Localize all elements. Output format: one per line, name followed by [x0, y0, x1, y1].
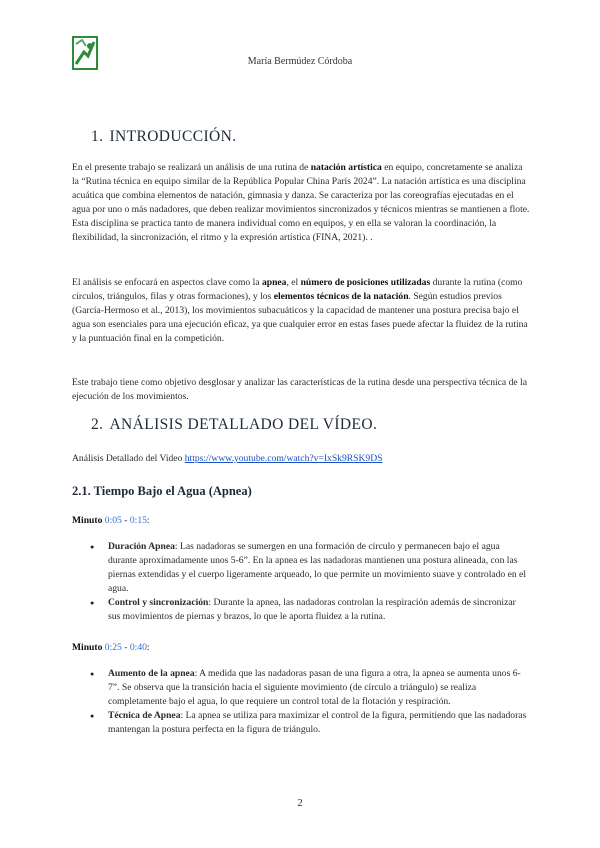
section-number: 1. — [91, 128, 104, 145]
intro-paragraph-2 — [72, 276, 530, 346]
body-text: : Durante la apnea, las nadadoras controlan la respiración además de sincronizar sus movimientos de piernas y brazos, lo que le aporta fluidez a la rutina. — [108, 597, 516, 623]
bold-text: número de posiciones utilizadas — [300, 277, 431, 288]
subsection-heading-apnea: 2.1. Tiempo Bajo el Agua (Apnea) — [72, 484, 252, 498]
section-number: 2. — [91, 416, 104, 433]
bold-text: apnea — [261, 277, 287, 288]
body-text: El análisis se enfocará en aspectos clave como la — [72, 277, 262, 288]
body-text: : A medida que las nadadoras pasan de una figura a otra, la apnea se aumenta unos 6-7”. Se observa que la transición hacia el siguiente movimiento (de círculo a triángulo) se realiza completamente bajo el agua, lo que requiere un control total de la flotación y respiración. — [108, 668, 521, 708]
body-text: : Las nadadoras se sumergen en una formación de círculo y permanecen bajo el agua durante aproximadamente unos 5-6”. En la apnea es las nadadoras mantienen una postura alineada, con las piernas extendidas y el cuerpo ligeramente arqueado, lo que permite un movimiento suave y controlado en el agua. — [108, 541, 526, 595]
section-heading-introduccion — [91, 128, 236, 146]
time-end: 0:40 — [129, 642, 147, 653]
bold-text: Técnica de Apnea — [108, 710, 181, 722]
list-item — [88, 596, 528, 624]
body-text: durante la rutina (como círculos, triángulos, filas y otras formaciones), y los — [72, 277, 523, 303]
time-start: 0:05 — [104, 515, 122, 526]
bullet-list-2 — [88, 667, 528, 737]
bold-text: Duración Apnea — [108, 541, 175, 552]
section-heading-analisis — [91, 416, 377, 434]
time-end: 0:15 — [129, 515, 147, 526]
bold-text: Control y sincronización — [108, 597, 209, 609]
bullet-list-1 — [88, 540, 528, 625]
list-item — [88, 540, 528, 596]
video-link[interactable]: https://www.youtube.com/watch?v=IxSk9RSK9DS — [184, 453, 383, 464]
minute-label-2: Minuto 0:25 - 0:40: — [72, 642, 150, 653]
video-label: Análisis Detallado del Video — [72, 453, 185, 464]
minute-label-1: Minuto 0:05 - 0:15: — [72, 515, 150, 526]
body-text: En el presente trabajo se realizará un análisis de una rutina de — [72, 162, 311, 173]
body-text: en equipo, concretamente se analiza la “Rutina técnica en equipo similar de la República Popular China París 2024”. La natación artística es una disciplina acuática que combina elementos de natación, gimnasia y danza. Se caracteriza por las coreografías ejecutadas en el agua por uno o más nadadores, que deben realizar movimientos sincronizados y técnicos mientras se mantienen a flote. Esta disciplina se practica tanto de manera individual como en equipos, y en ella se valoran la coordinación, la flexibilidad, la sincronización, el ritmo y la expresión artística (FINA, 2021). . — [72, 162, 530, 244]
bold-text: Aumento de la apnea — [108, 668, 195, 679]
section-title: ANÁLISIS DETALLADO DEL VÍDEO. — [109, 416, 378, 433]
video-reference — [72, 452, 530, 466]
body-text: , el — [286, 277, 301, 288]
body-text: : La apnea se utiliza para maximizar el control de la figura, permitiendo que las nadadoras mantengan la postura perfecta en la figura de triángulo. — [108, 710, 527, 736]
list-item — [88, 667, 528, 709]
bold-text: natación artística — [310, 162, 382, 173]
intro-paragraph-1 — [72, 161, 530, 246]
section-title: INTRODUCCIÓN. — [109, 128, 237, 145]
time-start: 0:25 — [104, 642, 122, 653]
list-item — [88, 709, 528, 737]
intro-paragraph-3 — [72, 376, 530, 404]
page-number: 2 — [297, 797, 303, 809]
bold-text: elementos técnicos de la natación — [273, 291, 409, 303]
body-text: Este trabajo tiene como objetivo desglosar y analizar las características de la rutina desde una perspectiva técnica de la ejecución de los movimientos. — [72, 377, 527, 403]
header-author: María Bermúdez Córdoba — [247, 56, 353, 67]
body-text: . Según estudios previos (García-Hermoso et al., 2013), los movimientos subacuáticos y la capacidad de mantener una postura precisa bajo el agua son esenciales para una ejecución eficaz, ya que cualquier error en estas fases puede afectar la fluidez de la rutina y la puntuación final en la competición. — [72, 291, 528, 345]
